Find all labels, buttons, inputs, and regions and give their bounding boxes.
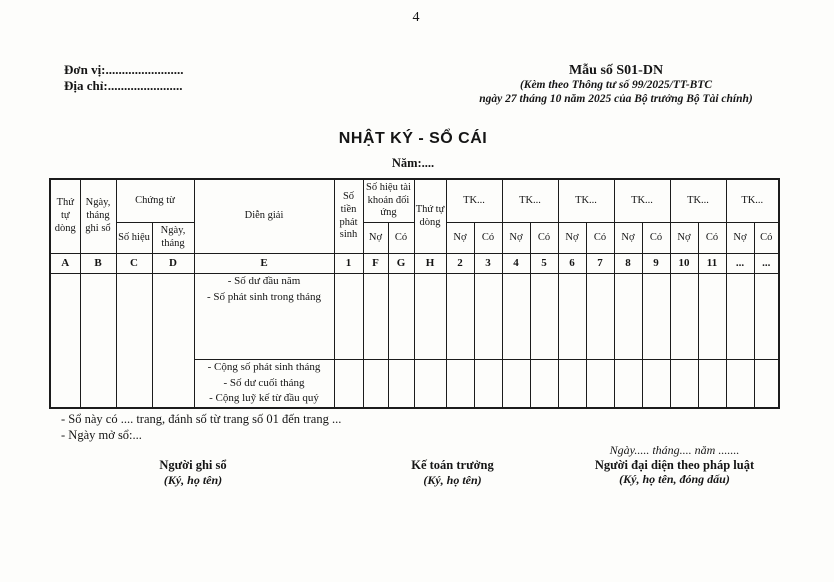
col-header-voucher-date: Ngày, tháng xyxy=(152,223,194,254)
column-key: 7 xyxy=(586,254,614,274)
empty-cell xyxy=(388,360,414,408)
column-key: 9 xyxy=(642,254,670,274)
tk-group-header: TK... xyxy=(614,179,670,223)
empty-cell xyxy=(474,360,502,408)
signature-title: Kế toán trưởng xyxy=(411,458,494,472)
empty-cell xyxy=(363,274,388,360)
credit-subheader: Có xyxy=(586,223,614,254)
empty-cell xyxy=(670,360,698,408)
empty-cell xyxy=(116,274,152,408)
col-header-amount: Số tiền phát sinh xyxy=(334,179,363,254)
empty-cell xyxy=(698,360,726,408)
empty-cell xyxy=(614,274,642,360)
column-key: 4 xyxy=(502,254,530,274)
description-line: - Số dư đầu năm xyxy=(227,275,301,287)
empty-cell xyxy=(334,360,363,408)
column-key: ... xyxy=(754,254,779,274)
signature-title: Người đại diện theo pháp luật xyxy=(594,457,755,472)
empty-cell xyxy=(50,274,80,408)
credit-subheader: Có xyxy=(388,223,414,254)
form-circular-line2: ngày 27 tháng 10 năm 2025 của Bộ trưởng Bộ Tài chính) xyxy=(479,92,753,105)
empty-cell xyxy=(558,274,586,360)
form-reference-block xyxy=(458,62,774,106)
credit-subheader: Có xyxy=(698,223,726,254)
debit-subheader: Nợ xyxy=(726,223,754,254)
column-key: 6 xyxy=(558,254,586,274)
column-key: 1 xyxy=(334,254,363,274)
empty-cell xyxy=(152,274,194,408)
col-header-date-recorded: Ngày, tháng ghi sổ xyxy=(80,179,116,254)
empty-cell xyxy=(726,360,754,408)
column-key: ... xyxy=(726,254,754,274)
column-key: 5 xyxy=(530,254,558,274)
debit-subheader: Nợ xyxy=(670,223,698,254)
description-line: - Cộng số phát sinh tháng xyxy=(207,361,321,373)
debit-subheader: Nợ xyxy=(614,223,642,254)
note-open-date: - Ngày mở sổ:... xyxy=(61,427,142,442)
col-header-voucher-group: Chứng từ xyxy=(116,179,194,223)
empty-cell xyxy=(363,360,388,408)
debit-subheader: Nợ xyxy=(558,223,586,254)
address-label: Địa chỉ:....................... xyxy=(64,78,183,93)
description-line: - Số dư cuối tháng xyxy=(223,376,305,389)
col-header-row-no-2: Thứ tự dòng xyxy=(414,179,446,254)
credit-subheader: Có xyxy=(754,223,779,254)
journal-ledger-table xyxy=(49,178,780,409)
column-key: 10 xyxy=(670,254,698,274)
column-key: 11 xyxy=(698,254,726,274)
empty-cell xyxy=(726,274,754,360)
credit-subheader: Có xyxy=(642,223,670,254)
tk-group-header: TK... xyxy=(670,179,726,223)
empty-cell xyxy=(446,360,474,408)
column-key: G xyxy=(388,254,414,274)
empty-cell xyxy=(388,274,414,360)
column-key: H xyxy=(414,254,446,274)
col-header-description: Diễn giải xyxy=(194,179,334,254)
empty-cell xyxy=(502,274,530,360)
unit-label: Đơn vị:........................ xyxy=(64,62,184,77)
unit-address-block xyxy=(64,62,184,94)
description-closing-block xyxy=(194,360,334,408)
empty-cell xyxy=(754,274,779,360)
empty-cell xyxy=(334,274,363,360)
empty-cell xyxy=(754,360,779,408)
empty-cell xyxy=(670,274,698,360)
form-circular-line1: (Kèm theo Thông tư số 99/2025/TT-BTC xyxy=(519,79,713,91)
column-key: 3 xyxy=(474,254,502,274)
signature-chief-accountant xyxy=(365,458,540,487)
footer-notes xyxy=(61,412,341,443)
column-key: B xyxy=(80,254,116,274)
empty-cell xyxy=(586,360,614,408)
document-title: NHẬT KÝ - SỔ CÁI xyxy=(338,130,488,147)
signature-date-line: Ngày..... tháng.... năm ....... xyxy=(609,443,740,457)
signature-subtitle: (Ký, họ tên, đóng dấu) xyxy=(619,472,730,486)
description-line: - Cộng luỹ kế từ đầu quý xyxy=(209,392,319,404)
empty-cell xyxy=(502,360,530,408)
empty-cell xyxy=(530,274,558,360)
empty-cell xyxy=(558,360,586,408)
note-pages: - Sổ này có .... trang, đánh số từ trang số 01 đến trang ... xyxy=(61,412,342,426)
empty-cell xyxy=(414,274,446,360)
column-key: E xyxy=(194,254,334,274)
empty-cell xyxy=(80,274,116,408)
description-opening-block xyxy=(194,274,334,360)
empty-cell xyxy=(642,274,670,360)
empty-cell xyxy=(614,360,642,408)
col-header-voucher-no: Số hiệu xyxy=(116,223,152,254)
column-key: 2 xyxy=(446,254,474,274)
debit-subheader: Nợ xyxy=(446,223,474,254)
empty-cell xyxy=(530,360,558,408)
column-key: A xyxy=(50,254,80,274)
col-header-corresponding-account: Số hiệu tài khoản đối ứng xyxy=(363,179,414,223)
empty-cell xyxy=(698,274,726,360)
tk-group-header: TK... xyxy=(446,179,502,223)
signature-subtitle: (Ký, họ tên) xyxy=(423,472,482,487)
column-key: C xyxy=(116,254,152,274)
empty-cell xyxy=(446,274,474,360)
empty-cell xyxy=(642,360,670,408)
tk-group-header: TK... xyxy=(558,179,614,223)
empty-cell xyxy=(586,274,614,360)
signature-legal-representative xyxy=(552,443,797,487)
signature-bookkeeper xyxy=(108,458,278,487)
signature-subtitle: (Ký, họ tên) xyxy=(163,472,223,487)
signature-title: Người ghi sổ xyxy=(159,458,227,472)
tk-group-header: TK... xyxy=(502,179,558,223)
credit-subheader: Có xyxy=(530,223,558,254)
debit-subheader: Nợ xyxy=(363,223,388,254)
column-key: 8 xyxy=(614,254,642,274)
page-number: 4 xyxy=(412,10,420,25)
column-key: F xyxy=(363,254,388,274)
credit-subheader: Có xyxy=(474,223,502,254)
form-number: Mẫu số S01-DN xyxy=(568,63,664,78)
year-label: Năm:.... xyxy=(391,156,435,170)
column-key: D xyxy=(152,254,194,274)
description-line: - Số phát sinh trong tháng xyxy=(207,290,321,303)
empty-cell xyxy=(474,274,502,360)
col-header-row-no: Thứ tự dòng xyxy=(50,179,80,254)
debit-subheader: Nợ xyxy=(502,223,530,254)
empty-cell xyxy=(414,360,446,408)
tk-group-header: TK... xyxy=(726,179,779,223)
